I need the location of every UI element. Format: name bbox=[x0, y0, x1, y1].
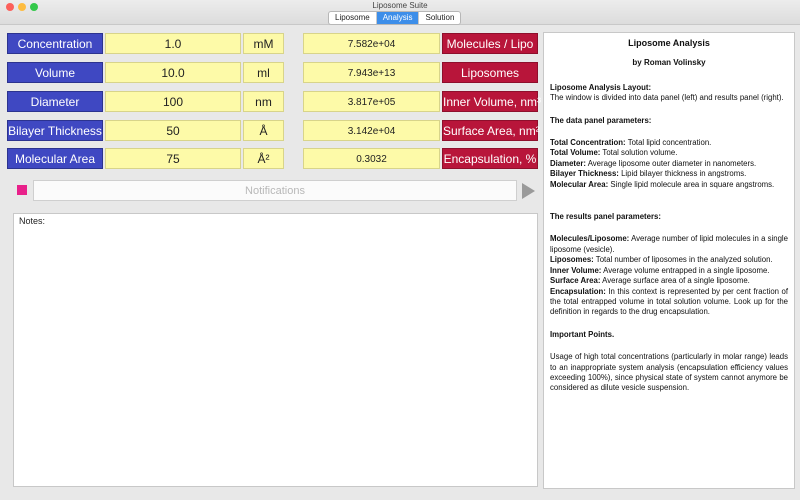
inner-volume-value: 3.817e+05 bbox=[303, 91, 440, 112]
tab-liposome[interactable]: Liposome bbox=[329, 12, 377, 24]
doc-title: Liposome Analysis bbox=[628, 38, 710, 48]
notification-indicator-button[interactable] bbox=[17, 185, 27, 195]
tab-solution[interactable]: Solution bbox=[425, 13, 455, 22]
doc-layout-text: The window is divided into data panel (left) and results panel (right). bbox=[550, 93, 784, 103]
tab-analysis[interactable]: Analysis bbox=[377, 12, 420, 24]
doc-results-param: Encapsulation: In this context is represented by per cent fraction of the total entrapped volume in total solution volume. Look up for the definition in regards to the drug encapsulation. bbox=[550, 286, 788, 317]
doc-results-param: Molecules/Liposome: Average number of lipid molecules in a single liposome (vesicle). bbox=[550, 234, 788, 254]
doc-data-param: Molecular Area: Single lipid molecule area in square angstroms. bbox=[550, 179, 775, 189]
doc-data-param: Total Concentration: Total lipid concentration. bbox=[550, 138, 712, 148]
doc-results-heading: The results panel parameters: bbox=[550, 212, 661, 222]
doc-author: by Roman Volinsky bbox=[632, 58, 706, 68]
encapsulation-value: 0.3032 bbox=[303, 148, 440, 169]
notifications-field[interactable]: Notifications bbox=[33, 180, 517, 201]
concentration-unit: mM bbox=[243, 33, 284, 54]
molecules-per-liposome-label: Molecules / Lipo bbox=[442, 33, 538, 54]
concentration-label: Concentration bbox=[7, 33, 103, 54]
encapsulation-label: Encapsulation, % bbox=[442, 148, 538, 169]
volume-label: Volume bbox=[7, 62, 103, 83]
doc-data-param: Total Volume: Total solution volume. bbox=[550, 148, 678, 158]
doc-results-param: Inner Volume: Average volume entrapped in a single liposome. bbox=[550, 265, 770, 275]
tab-bar bbox=[328, 11, 461, 25]
notes-textarea[interactable] bbox=[13, 213, 538, 487]
doc-layout-heading: Liposome Analysis Layout: bbox=[550, 82, 652, 92]
diameter-input[interactable]: 100 bbox=[105, 91, 241, 112]
bilayer-thickness-unit: Å bbox=[243, 120, 284, 141]
inner-volume-label: Inner Volume, nm³ bbox=[442, 91, 538, 112]
doc-important-heading: Important Points. bbox=[550, 329, 615, 339]
diameter-unit: nm bbox=[243, 91, 284, 112]
liposomes-value: 7.943e+13 bbox=[303, 62, 440, 83]
documentation-panel bbox=[543, 32, 795, 489]
notes-label: Notes: bbox=[19, 216, 46, 226]
molecular-area-label: Molecular Area bbox=[7, 148, 103, 169]
molecular-area-unit: Å² bbox=[243, 148, 284, 169]
window-title: Liposome Suite bbox=[372, 1, 428, 10]
doc-important-text: Usage of high total concentrations (particularly in molar range) leads to an inappropriate system analysis (encapsulation efficiency values exceeding 100%), since physical state of system cannot anymore be considered as dilute vesicle suspension. bbox=[550, 352, 788, 393]
doc-results-param: Surface Area: Average surface area of a single liposome. bbox=[550, 276, 750, 286]
play-icon[interactable] bbox=[522, 183, 535, 199]
volume-unit: ml bbox=[243, 62, 284, 83]
bilayer-thickness-input[interactable]: 50 bbox=[105, 120, 241, 141]
volume-input[interactable]: 10.0 bbox=[105, 62, 241, 83]
concentration-input[interactable]: 1.0 bbox=[105, 33, 241, 54]
liposomes-label: Liposomes bbox=[442, 62, 538, 83]
doc-results-param: Liposomes: Total number of liposomes in the analyzed solution. bbox=[550, 255, 773, 265]
surface-area-value: 3.142e+04 bbox=[303, 120, 440, 141]
doc-data-heading: The data panel parameters: bbox=[550, 115, 652, 125]
molecular-area-input[interactable]: 75 bbox=[105, 148, 241, 169]
molecules-per-liposome-value: 7.582e+04 bbox=[303, 33, 440, 54]
diameter-label: Diameter bbox=[7, 91, 103, 112]
doc-data-param: Bilayer Thickness: Lipid bilayer thickness in angstroms. bbox=[550, 169, 747, 179]
surface-area-label: Surface Area, nm² bbox=[442, 120, 538, 141]
bilayer-thickness-label: Bilayer Thickness bbox=[7, 120, 103, 141]
doc-data-param: Diameter: Average liposome outer diameter in nanometers. bbox=[550, 158, 757, 168]
